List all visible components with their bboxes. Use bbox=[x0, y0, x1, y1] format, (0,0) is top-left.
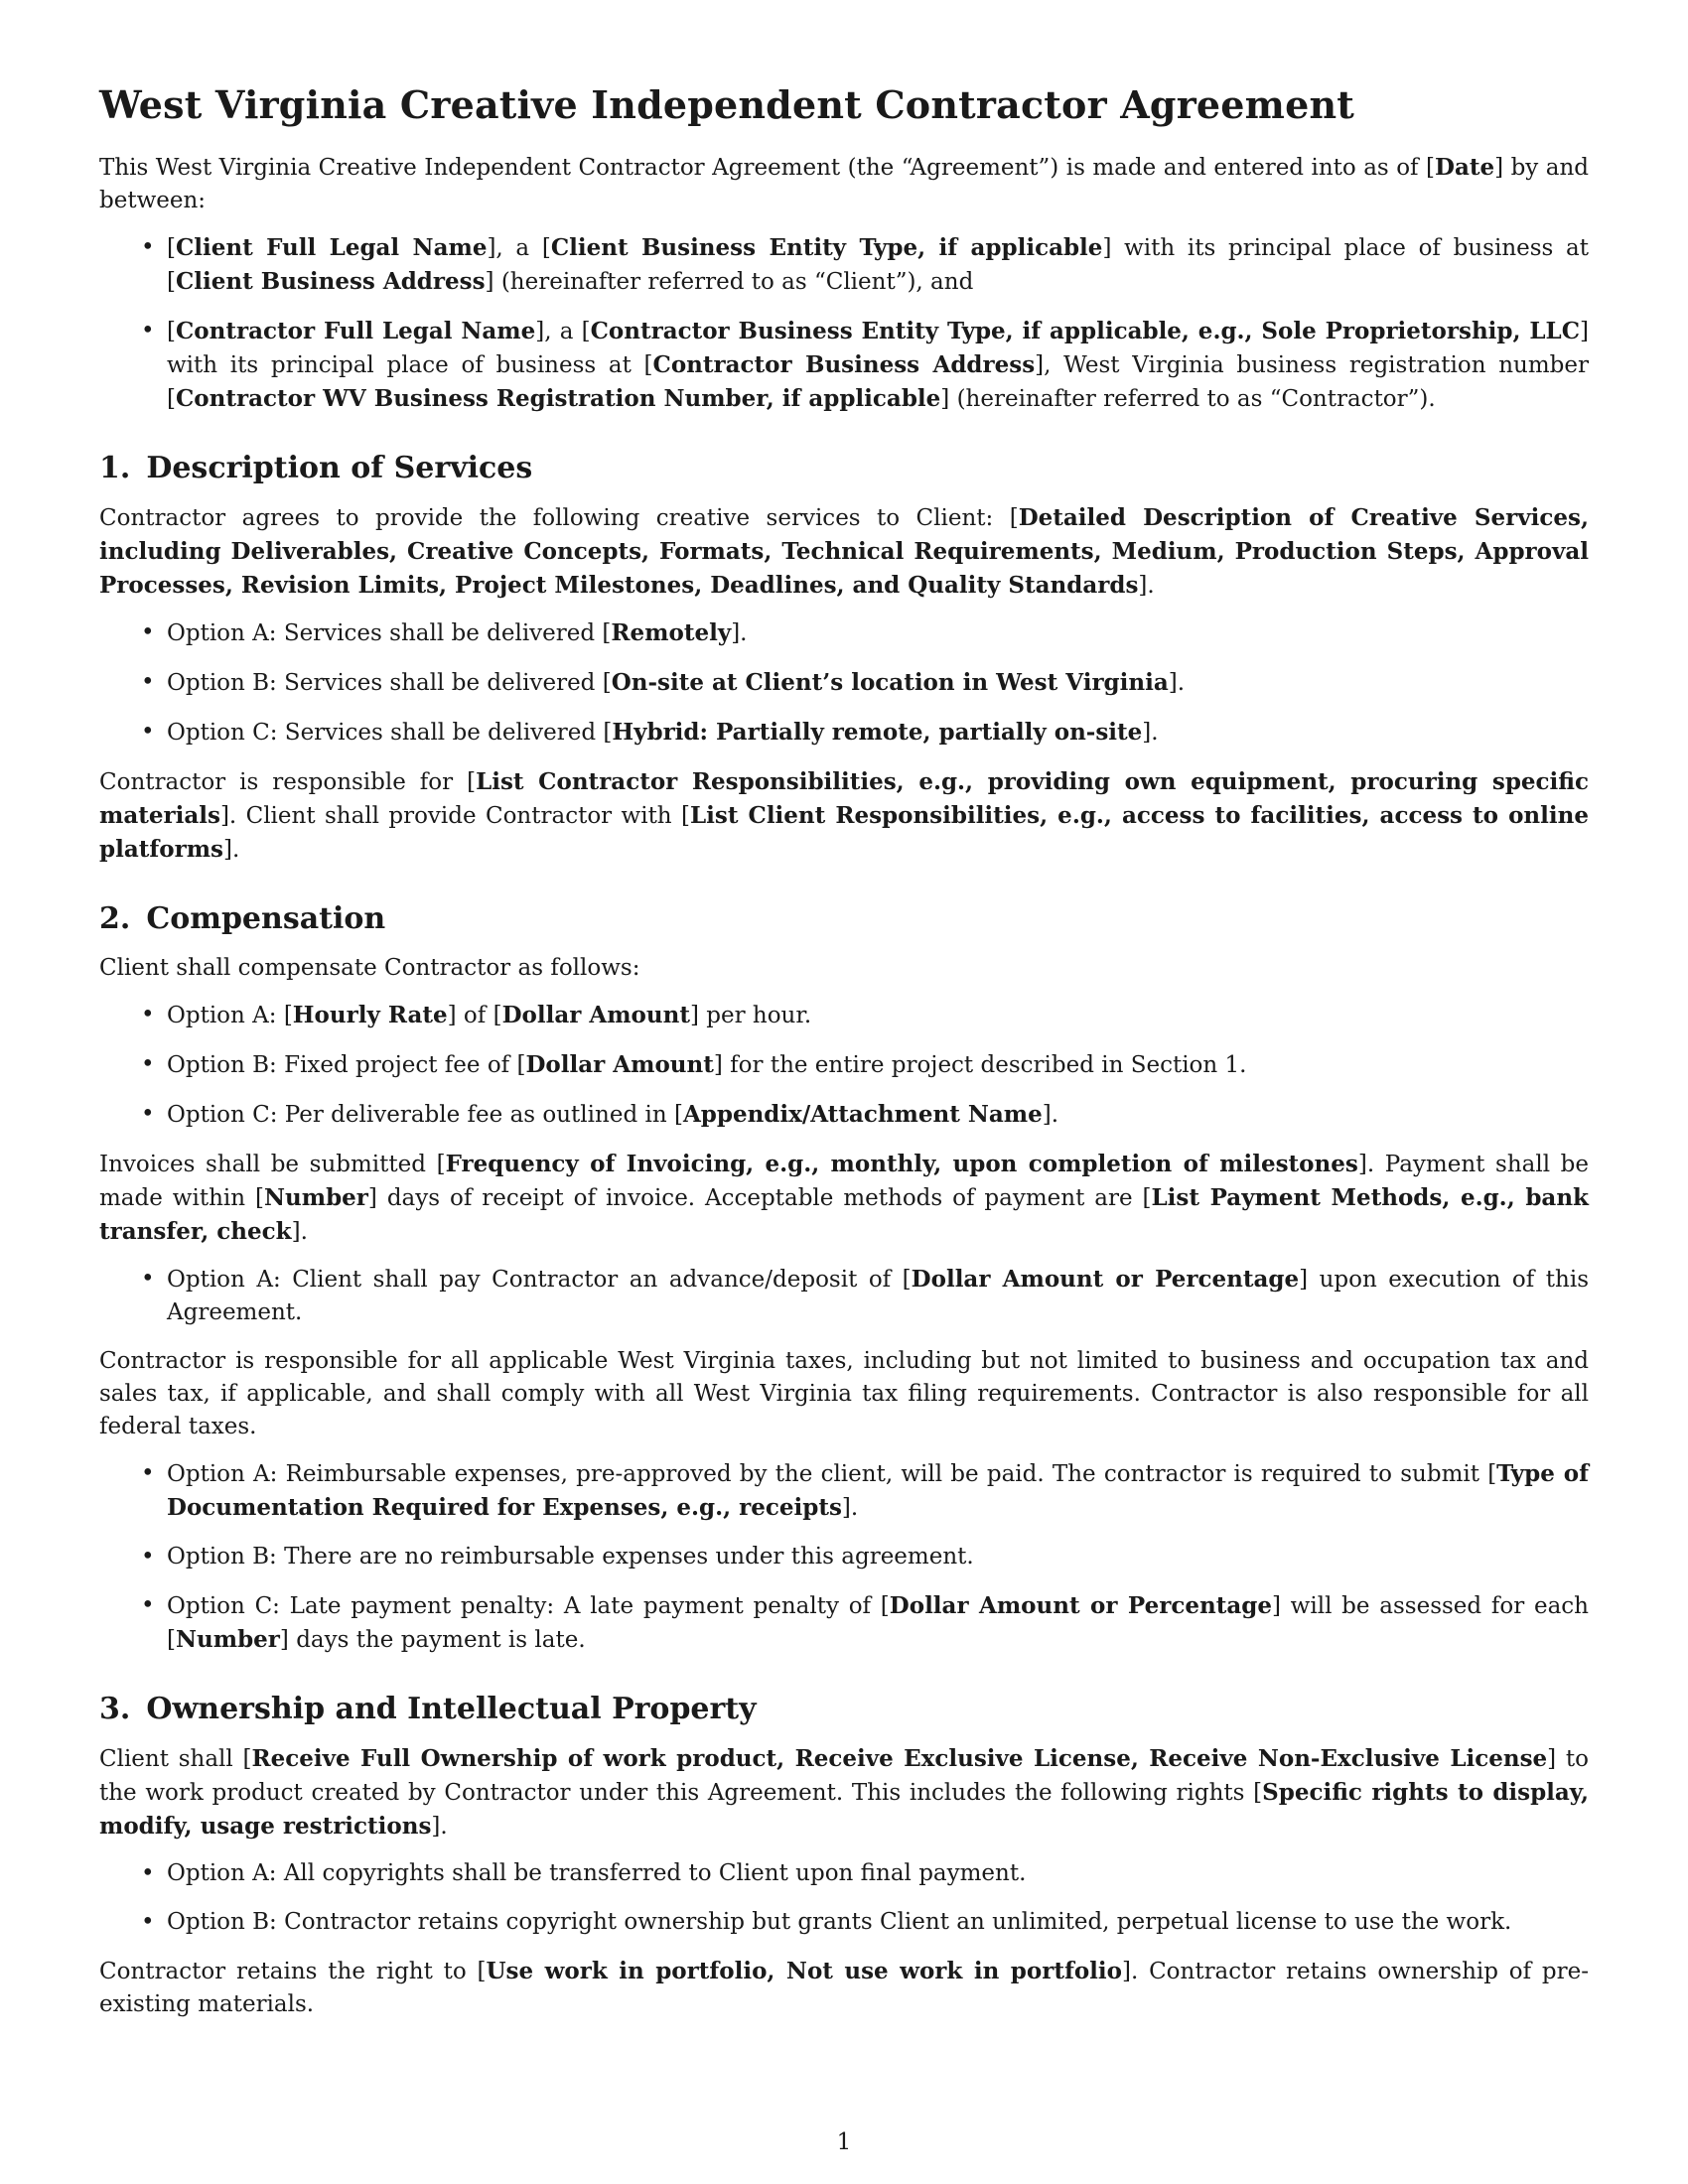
s3-option-b: • Option B: Contractor retains copyright ownership but grants Client an unlimited, perpetual license to use the work. bbox=[167, 1906, 1589, 1939]
contractor-entity-placeholder: Contractor Business Entity Type, if applicable, e.g., Sole Proprietorship, LLC bbox=[590, 318, 1581, 344]
text: [ bbox=[167, 319, 176, 344]
text: Option B: Fixed project fee of [ bbox=[167, 1052, 526, 1078]
s2-expense-option-c bbox=[167, 1589, 1589, 1657]
section-2-heading bbox=[99, 900, 1589, 938]
page-number: 1 bbox=[836, 2129, 852, 2155]
intro-text: ] by and between: bbox=[99, 155, 1589, 213]
placeholder: List Contractor Responsibilities, e.g., providing own equipment, procuring specific materials bbox=[99, 768, 1589, 829]
intro-text: This West Virginia Creative Independent Contractor Agreement (the “Agreement”) is made and entered into as of [ bbox=[99, 155, 1436, 181]
s1-paragraph-1 bbox=[99, 501, 1589, 603]
text: ] upon execution of this Agreement. bbox=[167, 1267, 1590, 1325]
text: [ bbox=[167, 235, 176, 261]
section-3-heading bbox=[99, 1691, 1589, 1728]
parties-list bbox=[99, 231, 1589, 416]
placeholder: Appendix/Attachment Name bbox=[682, 1101, 1043, 1128]
contractor-name-placeholder: Contractor Full Legal Name bbox=[175, 318, 536, 344]
text: Option A: Services shall be delivered [ bbox=[167, 620, 612, 646]
party-client bbox=[167, 231, 1589, 299]
text: ] with its principal place of business at [ bbox=[167, 319, 1590, 378]
placeholder: Specific rights to display, modify, usage restrictions bbox=[99, 1779, 1589, 1840]
text: ]. bbox=[1168, 670, 1186, 696]
text: ]. bbox=[841, 1495, 859, 1521]
placeholder: Hourly Rate bbox=[292, 1002, 448, 1028]
contractor-address-placeholder: Contractor Business Address bbox=[652, 351, 1036, 378]
s2-option-a bbox=[167, 999, 1589, 1032]
placeholder: On-site at Client’s location in West Virginia bbox=[611, 669, 1169, 696]
placeholder: Frequency of Invoicing, e.g., monthly, upon completion of milestones bbox=[445, 1151, 1358, 1177]
s1-paragraph-2 bbox=[99, 765, 1589, 867]
text: Option A: [ bbox=[167, 1003, 293, 1028]
text: ] days of receipt of invoice. Acceptable methods of payment are [ bbox=[367, 1185, 1152, 1211]
text: ]. bbox=[1042, 1102, 1059, 1128]
s2-deposit-option bbox=[167, 1263, 1589, 1329]
client-entity-placeholder: Client Business Entity Type, if applicable bbox=[550, 234, 1103, 261]
s2-expense-option-a bbox=[167, 1457, 1589, 1525]
text: ] days the payment is late. bbox=[279, 1627, 586, 1653]
placeholder: Dollar Amount bbox=[501, 1002, 690, 1028]
text: ]. bbox=[222, 837, 240, 863]
placeholder: Remotely bbox=[611, 619, 732, 646]
contractor-registration-placeholder: Contractor WV Business Registration Number, if applicable bbox=[175, 385, 941, 412]
text: ]. bbox=[1142, 720, 1159, 746]
s2-deposit-list bbox=[99, 1263, 1589, 1329]
text: ]. bbox=[731, 620, 748, 646]
intro-paragraph bbox=[99, 151, 1589, 217]
text: Option C: Late payment penalty: A late payment penalty of [ bbox=[167, 1593, 890, 1619]
placeholder: Detailed Description of Creative Services, including Deliverables, Creative Concepts, Formats, Technical Requirements, Medium, Production Steps, Approval Processes, Revision Limits, Project Milestones, Deadlines, and Quality Standards bbox=[99, 504, 1589, 599]
text: ]. Payment shall be made within [ bbox=[99, 1152, 1590, 1211]
section-title: Ownership and Intellectual Property bbox=[146, 1692, 757, 1726]
s1-option-c bbox=[167, 716, 1589, 750]
text: ] (hereinafter referred to as “Contractor”). bbox=[940, 386, 1436, 412]
s3-paragraph-1 bbox=[99, 1742, 1589, 1843]
text: ] to the work product created by Contractor under this Agreement. This includes the following rights [ bbox=[99, 1746, 1589, 1806]
placeholder: Use work in portfolio, Not use work in portfolio bbox=[486, 1958, 1122, 1984]
s1-option-b bbox=[167, 666, 1589, 700]
section-1-heading bbox=[99, 450, 1589, 487]
text: Client shall [ bbox=[99, 1746, 252, 1772]
s3-paragraph-2 bbox=[99, 1955, 1589, 2021]
placeholder: Dollar Amount bbox=[525, 1051, 714, 1078]
text: Option A: Client shall pay Contractor an advance/deposit of [ bbox=[167, 1267, 912, 1293]
placeholder: Type of Documentation Required for Expenses, e.g., receipts bbox=[167, 1460, 1589, 1521]
s1-options-list bbox=[99, 616, 1589, 750]
text: ] per hour. bbox=[689, 1003, 812, 1028]
text: ]. bbox=[291, 1219, 308, 1245]
section-number: 1. bbox=[99, 451, 131, 485]
placeholder: Receive Full Ownership of work product, Receive Exclusive License, Receive Non-Exclusive License bbox=[251, 1745, 1548, 1772]
text: ]. Contractor retains ownership of pre-existing materials. bbox=[99, 1959, 1590, 2017]
text: Contractor is responsible for [ bbox=[99, 769, 477, 795]
s2-option-c bbox=[167, 1098, 1589, 1132]
s2-expenses-list bbox=[99, 1457, 1589, 1657]
s2-option-b bbox=[167, 1048, 1589, 1082]
s3-options-list bbox=[99, 1857, 1589, 1939]
text: ]. Client shall provide Contractor with [ bbox=[219, 803, 690, 829]
s3-option-a: • Option A: All copyrights shall be transferred to Client upon final payment. bbox=[167, 1857, 1589, 1890]
text: Contractor agrees to provide the following creative services to Client: [ bbox=[99, 505, 1019, 531]
document-title: West Virginia Creative Independent Contractor Agreement bbox=[99, 82, 1355, 127]
text: ] (hereinafter referred to as “Client”), and bbox=[485, 269, 974, 295]
client-address-placeholder: Client Business Address bbox=[175, 268, 486, 295]
text: ], a [ bbox=[535, 319, 591, 344]
text: ]. bbox=[431, 1814, 448, 1840]
placeholder: Dollar Amount or Percentage bbox=[911, 1266, 1300, 1293]
text: ] of [ bbox=[447, 1003, 502, 1028]
section-title: Compensation bbox=[146, 901, 386, 936]
document-page bbox=[99, 81, 1589, 2035]
text: ] for the entire project described in Section 1. bbox=[713, 1052, 1247, 1078]
text: ]. bbox=[1138, 573, 1155, 599]
text: Invoices shall be submitted [ bbox=[99, 1152, 446, 1177]
placeholder: List Client Responsibilities, e.g., access to facilities, access to online platforms bbox=[99, 802, 1589, 863]
placeholder: Number bbox=[263, 1184, 368, 1211]
s2-options-list bbox=[99, 999, 1589, 1132]
section-title: Description of Services bbox=[146, 451, 533, 485]
placeholder: List Payment Methods, e.g., bank transfer, check bbox=[99, 1184, 1589, 1245]
text: ], a [ bbox=[487, 235, 551, 261]
s2-paragraph-3: Contractor is responsible for all applicable West Virginia taxes, including but not limited to business and occupation tax and sales tax, if applicable, and shall comply with all West Virginia tax filing requirements. Contractor is also responsible for all federal taxes. bbox=[99, 1348, 1589, 1439]
s1-option-a bbox=[167, 616, 1589, 650]
section-number: 2. bbox=[99, 901, 131, 936]
text: Option C: Per deliverable fee as outlined in [ bbox=[167, 1102, 683, 1128]
text: Option C: Services shall be delivered [ bbox=[167, 720, 613, 746]
text: ], West Virginia business registration number [ bbox=[167, 352, 1589, 412]
date-placeholder: Date bbox=[1435, 154, 1495, 181]
text: Option A: Reimbursable expenses, pre-approved by the client, will be paid. The contractor is required to submit [ bbox=[167, 1461, 1497, 1487]
s2-paragraph-2 bbox=[99, 1148, 1589, 1249]
s2-expense-option-b: • Option B: There are no reimbursable expenses under this agreement. bbox=[167, 1541, 1589, 1573]
placeholder: Dollar Amount or Percentage bbox=[889, 1592, 1272, 1619]
text: Contractor retains the right to [ bbox=[99, 1959, 487, 1984]
placeholder: Number bbox=[175, 1626, 280, 1653]
client-name-placeholder: Client Full Legal Name bbox=[175, 234, 488, 261]
text: Option B: Services shall be delivered [ bbox=[167, 670, 612, 696]
text: ] with its principal place of business at [ bbox=[167, 235, 1589, 295]
text: ] will be assessed for each [ bbox=[167, 1593, 1589, 1653]
party-contractor bbox=[167, 315, 1589, 416]
placeholder: Hybrid: Partially remote, partially on-site bbox=[612, 719, 1143, 746]
s2-paragraph-1: Client shall compensate Contractor as follows: bbox=[99, 955, 640, 981]
section-number: 3. bbox=[99, 1692, 131, 1726]
